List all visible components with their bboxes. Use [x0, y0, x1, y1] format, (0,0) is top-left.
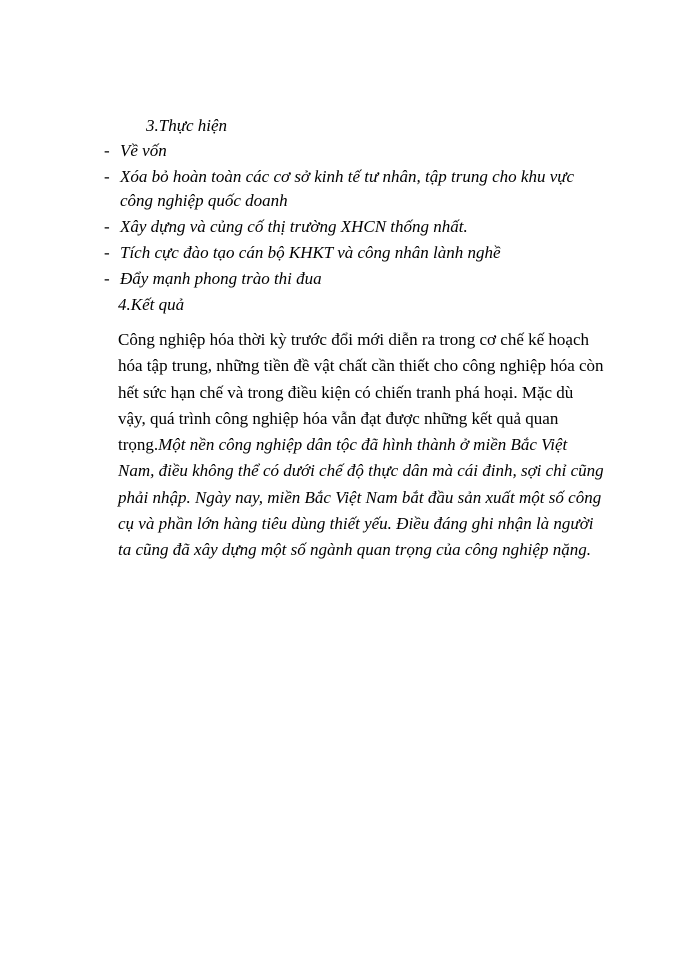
section-3-heading: 3.Thực hiện — [146, 116, 228, 135]
bullet-dash: - — [104, 269, 110, 288]
bullet-text: Xây dựng và củng cố thị trường XHCN thống nhất. — [120, 217, 468, 236]
bullet-text: Về vốn — [120, 141, 167, 160]
bullet-dash: - — [104, 217, 110, 236]
bullet-dash: - — [104, 243, 110, 262]
section-4-heading: 4.Kết quả — [118, 295, 185, 314]
bullet-dash: - — [104, 167, 110, 186]
bullet-text: Xóa bỏ hoàn toàn các cơ sở kinh tế tư nhân, tập trung cho khu vực công nghiệp quốc doanh — [120, 167, 575, 210]
bullet-text: Tích cực đào tạo cán bộ KHKT và công nhân lành nghề — [120, 243, 501, 262]
results-paragraph-normal: Công nghiệp hóa thời kỳ trước đổi mới diễn ra trong cơ chế kế hoạch hóa tập trung, những tiền đề vật chất cần thiết cho công nghiệp hóa còn hết sức hạn chế và trong điều kiện có chiến tranh phá hoại. Mặc dù vậy, quá trình công nghiệp hóa vẫn đạt được những kết quả quan trọng. — [118, 330, 604, 455]
section-3-bullet-list — [104, 139, 584, 293]
bullet-text: Đẩy mạnh phong trào thi đua — [120, 269, 322, 288]
bullet-item-capital — [104, 139, 584, 163]
bullet-item-market — [104, 215, 584, 239]
bullet-item-emulation — [104, 267, 584, 291]
bullet-item-abolish-private — [104, 165, 584, 213]
results-paragraph-italic: Một nền công nghiệp dân tộc đã hình thành ở miền Bắc Việt Nam, điều không thể có dưới chế độ thực dân mà cái đinh, sợi chỉ cũng phải nhập. Ngày nay, miền Bắc Việt Nam bắt đầu sản xuất một số công cụ và phần lớn hàng tiêu dùng thiết yếu. Điều đáng ghi nhận là người ta cũng đã xây dựng một số ngành quan trọng của công nghiệp nặng. — [118, 435, 604, 560]
bullet-dash: - — [104, 141, 110, 160]
bullet-item-training — [104, 241, 584, 265]
results-paragraph — [118, 327, 604, 564]
